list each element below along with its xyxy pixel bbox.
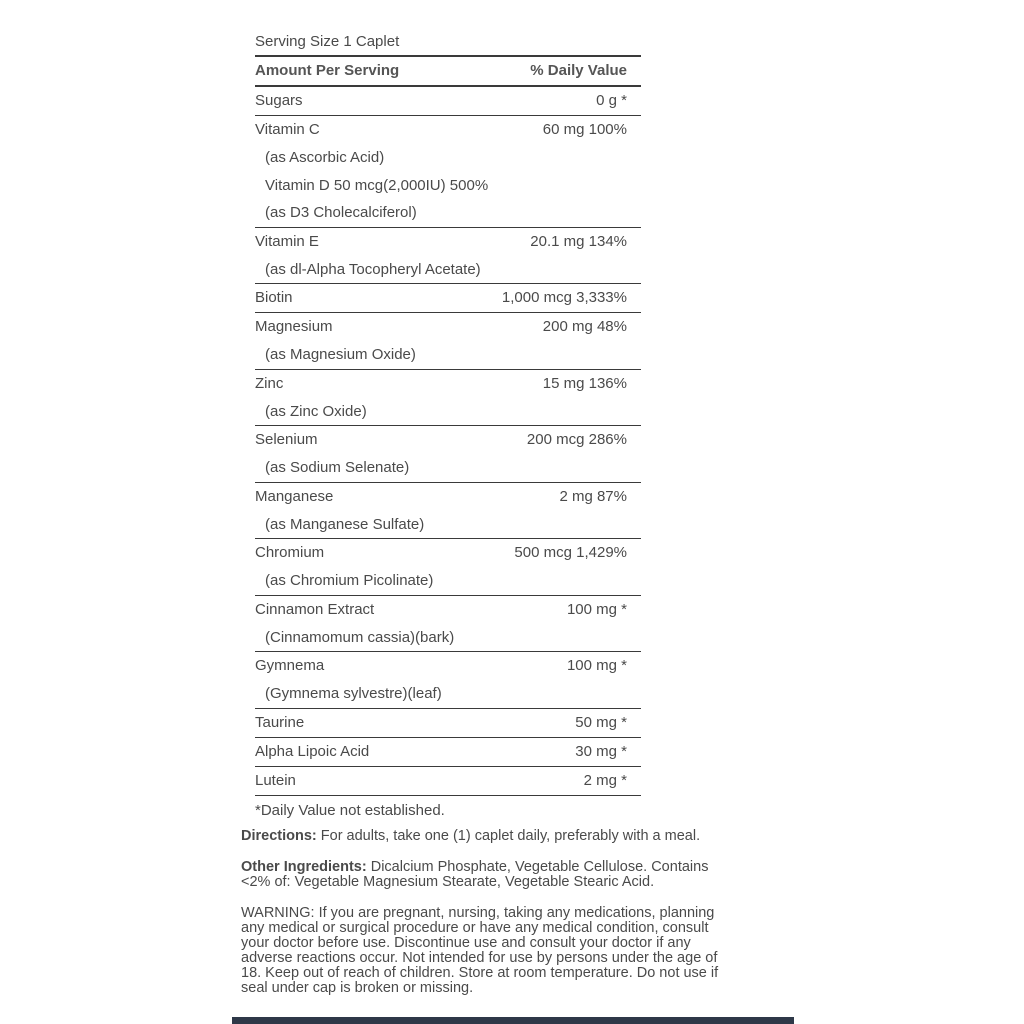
table-row (255, 87, 641, 116)
nutrient-subline: (as D3 Cholecalciferol) (265, 204, 417, 221)
table-row (255, 596, 641, 653)
warning-line: your doctor before use. Discontinue use and consult your doctor if any (241, 935, 691, 951)
nutrient-line (255, 116, 641, 144)
nutrient-value: 100 mg * (566, 657, 627, 674)
nutrient-name: Taurine (255, 713, 305, 731)
nutrient-name: Vitamin E (255, 232, 319, 250)
daily-value-header: % Daily Value (530, 62, 627, 79)
table-row (255, 738, 641, 767)
warning-line: seal under cap is broken or missing. (241, 980, 474, 996)
nutrient-value: 30 mg * (575, 742, 627, 760)
table-row (255, 767, 641, 796)
nutrient-value: 1,000 mcg 3,333% (501, 289, 627, 306)
nutrient-subline: Vitamin D 50 mcg(2,000IU) 500% (265, 176, 489, 194)
warning-line: 18. Keep out of reach of children. Store at room temperature. Do not use if (241, 965, 719, 981)
nutrient-name: Alpha Lipoic Acid (255, 742, 370, 760)
nutrient-name: Selenium (255, 431, 318, 448)
nutrient-subline: (as Sodium Selenate) (265, 459, 410, 476)
directions (241, 829, 781, 844)
warning (241, 906, 781, 996)
directions-text: For adults, take one (1) caplet daily, preferably with a meal. (316, 828, 701, 844)
nutrient-line (255, 539, 641, 567)
nutrient-value: 200 mcg 286% (526, 431, 627, 448)
nutrient-subline: (as Magnesium Oxide) (265, 346, 416, 363)
nutrient-subline: (as Manganese Sulfate) (265, 515, 425, 533)
table-row (255, 483, 641, 540)
serving-size: Serving Size 1 Caplet (255, 33, 400, 50)
table-row (255, 539, 641, 596)
nutrient-name: Chromium (255, 544, 325, 561)
nutrient-line (255, 313, 641, 341)
nutrient-line (255, 767, 641, 795)
nutrient-name: Vitamin C (255, 121, 320, 138)
nutrient-line (255, 87, 641, 115)
nutrient-name: Lutein (255, 771, 296, 789)
nutrient-line (255, 426, 641, 454)
directions-label: Directions: (241, 828, 317, 844)
footnote: *Daily Value not established. (255, 801, 445, 819)
nutrient-value: 20.1 mg 134% (530, 232, 627, 250)
nutrient-line (255, 483, 641, 511)
table-row (255, 313, 641, 370)
nutrient-line (255, 370, 641, 398)
nutrient-name: Cinnamon Extract (255, 600, 375, 618)
nutrient-name: Manganese (255, 487, 334, 505)
nutrient-line (255, 652, 641, 680)
table-row (255, 284, 641, 313)
nutrient-value: 2 mg * (583, 771, 627, 789)
nutrient-name: Magnesium (255, 318, 333, 335)
warning-line: adverse reactions occur. Not intended for use by persons under the age of (241, 950, 718, 966)
bottom-bar (232, 1017, 794, 1024)
other-ingredients-line-2: <2% of: Vegetable Magnesium Stearate, Vegetable Stearic Acid. (241, 874, 655, 890)
nutrient-subline: (as Ascorbic Acid) (265, 149, 385, 166)
table-row (255, 228, 641, 285)
nutrient-subline: (Gymnema sylvestre)(leaf) (265, 685, 442, 702)
warning-line: any medical or surgical procedure or have any medical condition, consult (241, 920, 709, 936)
nutrient-value: 2 mg 87% (559, 487, 627, 505)
nutrient-subline: (as Zinc Oxide) (265, 402, 367, 420)
other-ingredients (241, 860, 781, 890)
nutrient-value: 500 mcg 1,429% (514, 544, 627, 561)
table-row (255, 370, 641, 427)
table-header (255, 55, 641, 87)
nutrient-value: 15 mg 136% (542, 374, 627, 392)
nutrient-line (255, 738, 641, 766)
nutrient-line (255, 284, 641, 312)
nutrient-line (255, 596, 641, 624)
nutrient-value: 100 mg * (566, 600, 627, 618)
nutrient-name: Zinc (255, 374, 284, 392)
nutrient-name: Gymnema (255, 657, 325, 674)
nutrient-value: 200 mg 48% (542, 318, 627, 335)
table-row (255, 116, 641, 228)
nutrient-rows (255, 87, 641, 796)
nutrient-subline: (Cinnamomum cassia)(bark) (265, 628, 455, 646)
table-row (255, 709, 641, 738)
nutrient-subline: (as dl-Alpha Tocopheryl Acetate) (265, 260, 481, 278)
nutrient-name: Biotin (255, 289, 293, 306)
nutrient-value: 60 mg 100% (542, 121, 627, 138)
nutrient-subline: (as Chromium Picolinate) (265, 572, 434, 589)
other-ingredients-text-1: Dicalcium Phosphate, Vegetable Cellulose. Contains (366, 859, 709, 875)
nutrient-line (255, 228, 641, 256)
amount-per-serving-header: Amount Per Serving (255, 62, 400, 79)
table-row (255, 652, 641, 709)
nutrient-value: 50 mg * (575, 713, 627, 731)
other-ingredients-label: Other Ingredients: (241, 859, 367, 875)
supplement-facts-table (255, 28, 641, 826)
other-ingredients-line-1 (241, 860, 781, 875)
table-row (255, 426, 641, 483)
nutrient-name: Sugars (255, 92, 303, 109)
nutrient-line (255, 709, 641, 737)
warning-line: WARNING: If you are pregnant, nursing, taking any medications, planning (241, 905, 715, 921)
nutrient-value: 0 g * (596, 92, 627, 109)
